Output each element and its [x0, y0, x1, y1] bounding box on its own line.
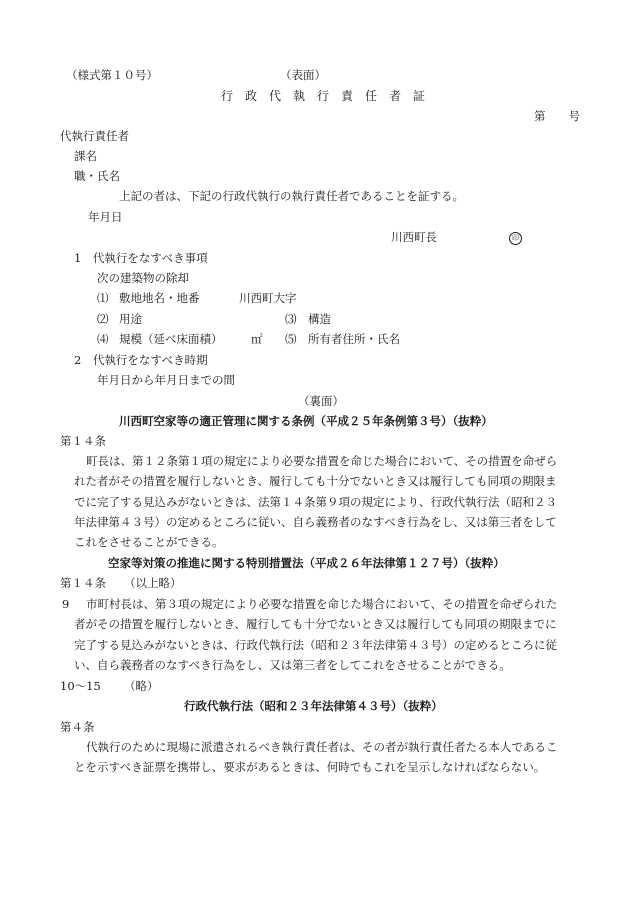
form-number: （様式第１０号） [66, 68, 158, 82]
law2-range-omit: （略） [124, 679, 159, 693]
sub4-number: ⑷ [97, 332, 109, 346]
law2-omit: （以上略） [124, 576, 182, 590]
certify-text: 上記の者は、下記の行政代執行の執行責任者であることを証する。 [119, 189, 464, 203]
sub2-label: 用途 [119, 312, 142, 326]
sub1-value: 川西町大字 [239, 291, 297, 305]
sub2-number: ⑵ [97, 312, 109, 326]
sub5-label: 所有者住所・氏名 [308, 332, 400, 346]
law3-line: とを示すべき証票を携帯し、要求があるときは、何時でもこれを呈示しなければならない。 [74, 760, 546, 775]
item2-description: 年月日から年月日までの間 [97, 373, 235, 387]
sub1-number: ⑴ [97, 291, 109, 305]
section-label: 課名 [74, 149, 97, 163]
law2-line: い、自ら義務者のなすべき行為をし、又は第三者をしてこれをさせることができる。 [74, 657, 511, 672]
sub4-label: 規模（延べ床面積） [119, 332, 223, 346]
law1-line: 町長は、第１２条第１項の規定により必要な措置を命じた場合において、その措置を命ぜら [86, 454, 558, 468]
sub1-label: 敷地地名・地番 [119, 291, 200, 305]
item1-heading: 1 代執行をなすべき事項 [74, 251, 208, 265]
front-side-label: （表面） [280, 68, 326, 82]
law1-line: れた者がその措置を履行しないとき、履行しても十分でないとき又は履行しても同項の期限ま [74, 474, 557, 489]
issuer: 川西町長 [391, 230, 437, 244]
law2-article: 第１４条 [60, 576, 106, 590]
law3-article: 第４条 [60, 720, 95, 734]
law3-line: 代執行のために現場に派遣されるべき執行責任者は、その者が執行責任者たる本人であるこ [86, 740, 558, 754]
law3-title: 行政代執行法（昭和２３年法律第４３号）（抜粋） [184, 699, 443, 713]
item1-description: 次の建築物の除却 [97, 271, 189, 285]
law2-body [74, 594, 557, 675]
law1-line: でに完了する見込みがないときは、法第１４条第９項の規定により、行政代執行法（昭和２３ [74, 494, 557, 509]
law2-paragraph-number: 9 [62, 597, 70, 611]
sub3-label: 構造 [308, 312, 331, 326]
law2-line: 者がその措置を履行しないとき、履行しても十分でないとき又は履行しても同項の期限までに [74, 617, 557, 632]
certificate-number-label: 第 号 [534, 109, 580, 123]
law1-article: 第１４条 [60, 434, 106, 448]
law2-range: 10～15 [60, 679, 101, 693]
seal-mark: 印 [509, 232, 522, 245]
date-label: 年月日 [88, 210, 123, 224]
sub3-number: ⑶ [285, 312, 297, 326]
back-side-label: （裏面） [298, 394, 344, 408]
law1-title: 川西町空家等の適正管理に関する条例（平成２５年条例第３号）（抜粋） [119, 414, 493, 428]
law2-line: 完了する見込みがないときは、行政代執行法（昭和２３年法律第４３号）の定めるところに従 [74, 637, 557, 652]
seal-icon [509, 232, 522, 245]
law3-body [74, 737, 558, 778]
document-title: 行 政 代 執 行 責 任 者 証 [221, 89, 426, 103]
sub4-unit: ㎡ [251, 332, 263, 346]
sub5-number: ⑸ [285, 332, 297, 346]
holder-label: 代執行責任者 [60, 129, 129, 143]
law2-line: 市町村長は、第３項の規定により必要な措置を命じた場合において、その措置を命ぜられた [86, 597, 558, 611]
law1-line: これをさせることができる。 [74, 535, 224, 550]
item2-heading: 2 代執行をなすべき時期 [74, 353, 208, 367]
law2-title: 空家等対策の推進に関する特別措置法（平成２６年法律第１２７号）（抜粋） [108, 556, 505, 570]
law1-body [74, 451, 557, 552]
position-name-label: 職・氏名 [74, 169, 120, 183]
law1-line: 年法律第４３号）の定めるところに従い、自ら義務者のなすべき行為をし、又は第三者をして [74, 514, 557, 529]
